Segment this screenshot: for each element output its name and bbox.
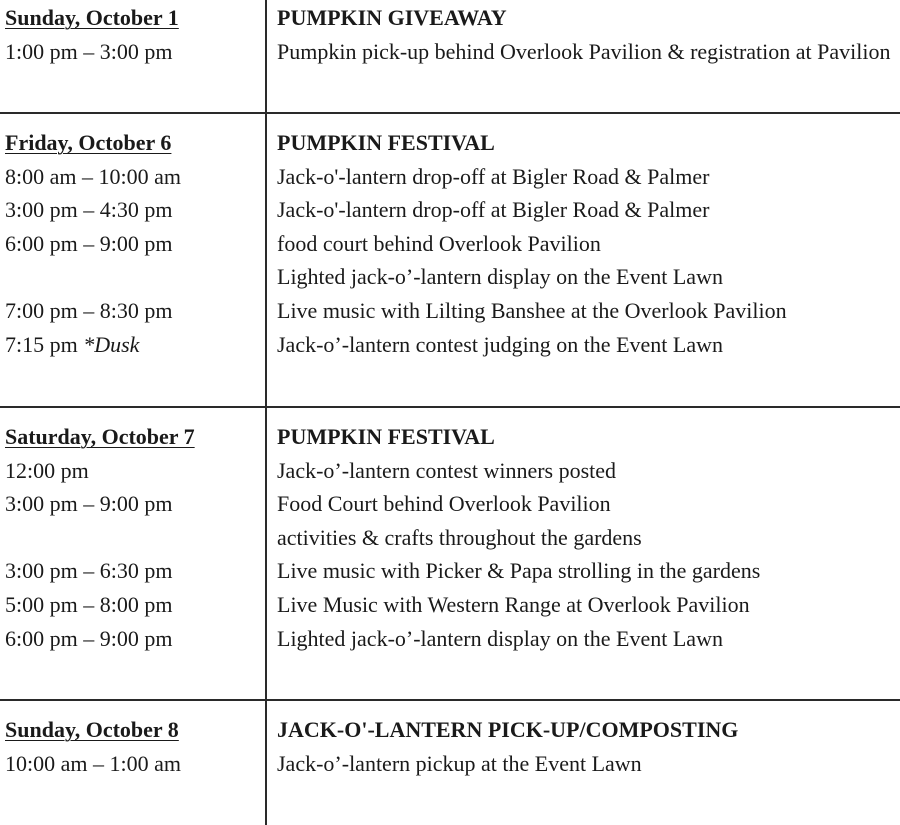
section-sunday-oct-8-right — [277, 713, 899, 780]
event-time: 8:00 am – 10:00 am — [5, 163, 181, 189]
event-description: Live music with Picker & Papa strolling in the gardens — [277, 558, 761, 584]
event-time: 7:00 pm – 8:30 pm — [5, 297, 173, 323]
event-description: Jack-o'-lantern drop-off at Bigler Road & Palmer — [277, 197, 710, 223]
event-time-blank — [5, 521, 260, 555]
event-time: 3:00 pm – 4:30 pm — [5, 197, 173, 223]
event-time: 3:00 pm – 9:00 pm — [5, 491, 173, 517]
event-description: Jack-o’-lantern contest winners posted — [277, 457, 617, 483]
row-divider — [0, 699, 900, 701]
event-description: activities & crafts throughout the gardens — [277, 524, 642, 550]
event-time: 12:00 pm — [5, 457, 89, 483]
event-time: 1:00 pm – 3:00 pm — [5, 38, 173, 64]
event-time-blank — [5, 260, 260, 294]
section-saturday-oct-7-left — [5, 420, 260, 655]
section-friday-oct-6-right — [277, 126, 899, 361]
event-description: Jack-o'-lantern drop-off at Bigler Road & Palmer — [277, 163, 710, 189]
row-divider — [0, 406, 900, 408]
section-sunday-oct-1-left — [5, 1, 260, 68]
section-title: PUMPKIN FESTIVAL — [277, 424, 495, 449]
event-description: Jack-o’-lantern pickup at the Event Lawn — [277, 750, 642, 776]
event-time: 5:00 pm – 8:00 pm — [5, 591, 173, 617]
event-description: Lighted jack-o’-lantern display on the Event Lawn — [277, 264, 723, 290]
section-title: PUMPKIN GIVEAWAY — [277, 5, 507, 30]
section-sunday-oct-1-right — [277, 1, 899, 68]
section-date: Sunday, October 8 — [5, 717, 179, 742]
event-description: Live music with Lilting Banshee at the Overlook Pavilion — [277, 297, 787, 323]
section-date: Friday, October 6 — [5, 130, 172, 155]
event-description: food court behind Overlook Pavilion — [277, 230, 601, 256]
event-time: 3:00 pm – 6:30 pm — [5, 558, 173, 584]
event-time — [5, 328, 260, 362]
event-description: Jack-o’-lantern contest judging on the Event Lawn — [277, 331, 723, 357]
row-divider — [0, 112, 900, 114]
section-sunday-oct-8-left — [5, 713, 260, 780]
event-description: Pumpkin pick-up behind Overlook Pavilion & registration at Pavilion — [277, 38, 891, 64]
section-title: PUMPKIN FESTIVAL — [277, 130, 495, 155]
section-friday-oct-6-left — [5, 126, 260, 361]
event-description: Live Music with Western Range at Overlook Pavilion — [277, 591, 750, 617]
section-title: JACK-O'-LANTERN PICK-UP/COMPOSTING — [277, 717, 739, 742]
event-time: 6:00 pm – 9:00 pm — [5, 625, 173, 651]
event-time: 6:00 pm – 9:00 pm — [5, 230, 173, 256]
event-time-text: 7:15 pm — [5, 331, 84, 357]
column-divider — [265, 0, 267, 825]
event-description: Food Court behind Overlook Pavilion — [277, 491, 611, 517]
event-description: Lighted jack-o’-lantern display on the Event Lawn — [277, 625, 723, 651]
section-date: Sunday, October 1 — [5, 5, 179, 30]
section-date: Saturday, October 7 — [5, 424, 195, 449]
event-time: 10:00 am – 1:00 am — [5, 750, 181, 776]
dusk-note: *Dusk — [83, 331, 140, 357]
section-saturday-oct-7-right — [277, 420, 899, 655]
